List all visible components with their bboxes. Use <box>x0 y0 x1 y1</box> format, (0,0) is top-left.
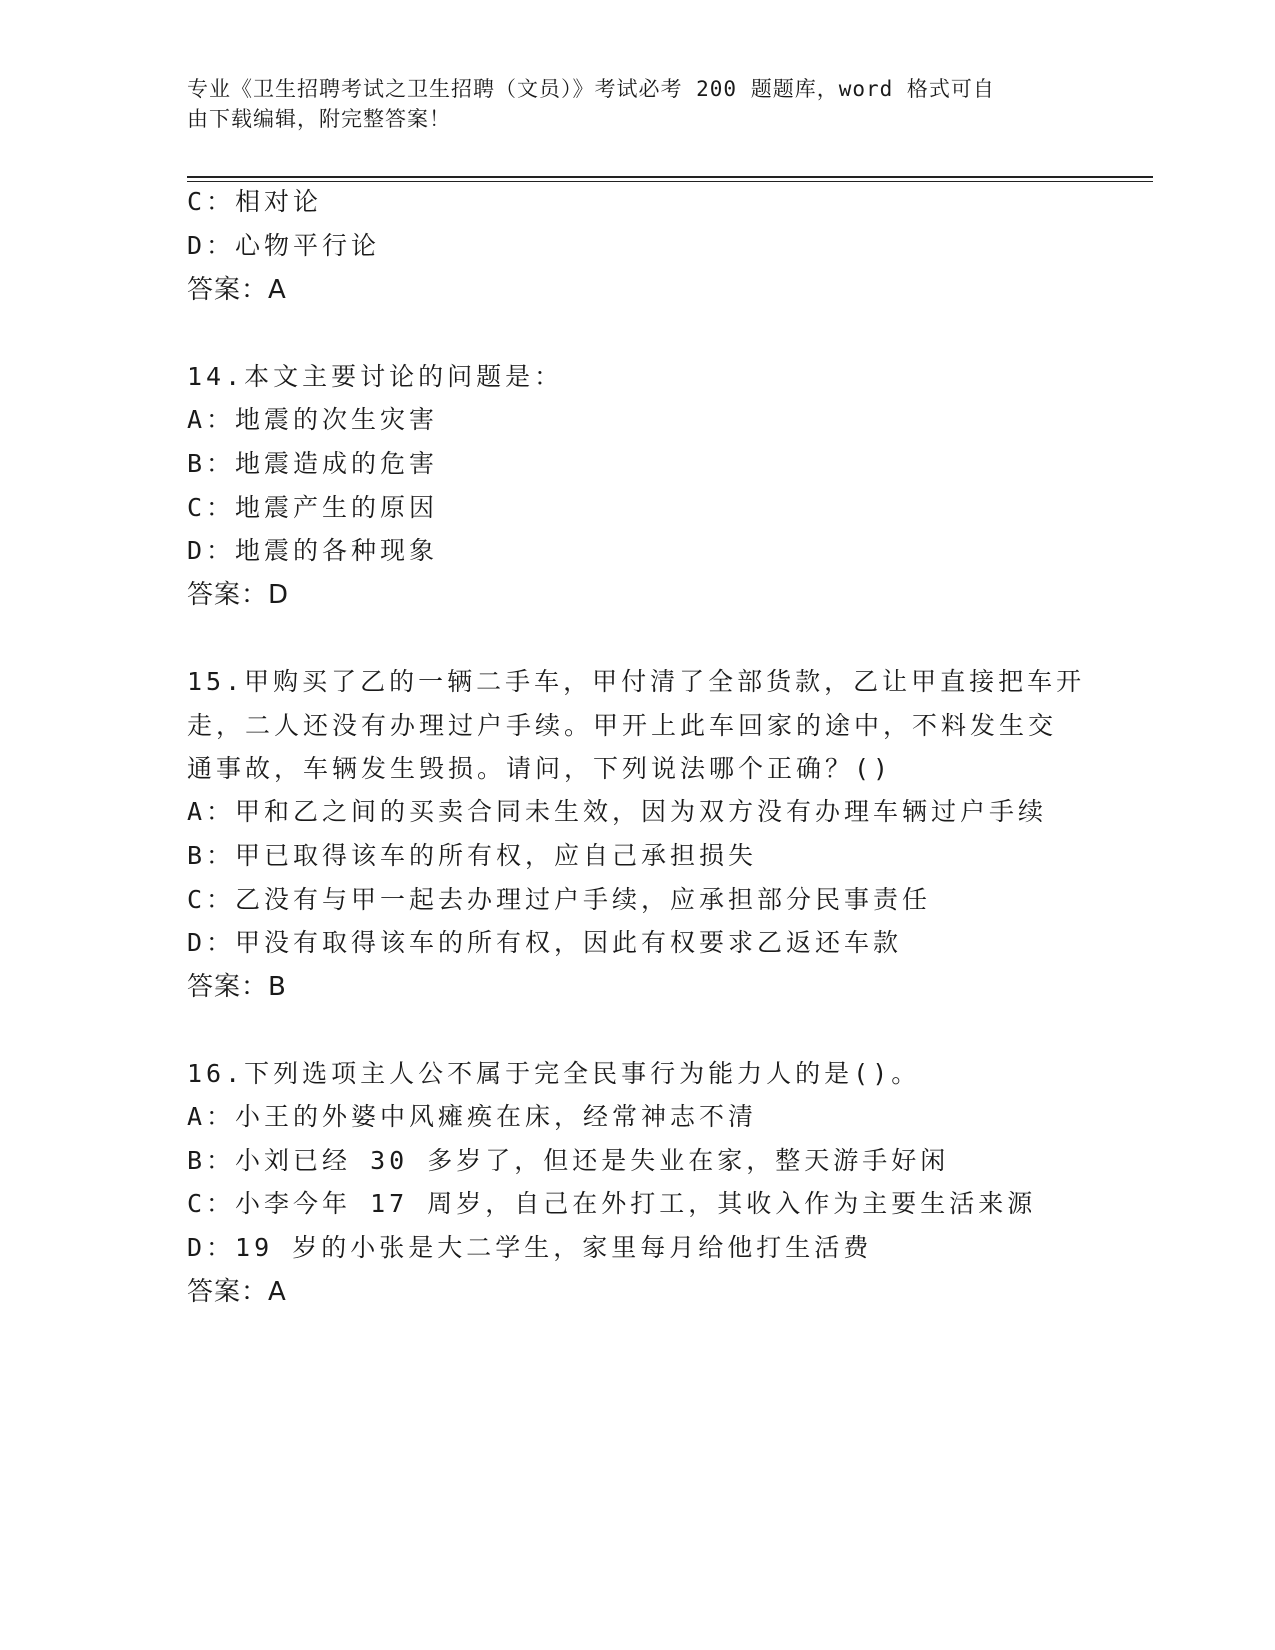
q13-option-d: D：心物平行论 <box>187 231 381 260</box>
q15-option-a: A：甲和乙之间的买卖合同未生效，因为双方没有办理车辆过户手续 <box>187 797 1048 826</box>
q16-option-b: B：小刘已经 30 多岁了，但还是失业在家，整天游手好闲 <box>187 1146 950 1175</box>
q15-answer: 答案：B <box>187 972 287 1002</box>
q13-answer: 答案：A <box>187 275 287 305</box>
q15-option-c: C：乙没有与甲一起去办理过户手续，应承担部分民事责任 <box>187 885 932 914</box>
q14-option-a: A：地震的次生灾害 <box>187 405 439 434</box>
q14-option-d: D：地震的各种现象 <box>187 536 439 565</box>
q15-stem-line-1: 15.甲购买了乙的一辆二手车，甲付清了全部货款，乙让甲直接把车开 <box>187 667 1086 696</box>
q14-option-b: B：地震造成的危害 <box>187 449 439 478</box>
q14-stem: 14.本文主要讨论的问题是： <box>187 362 564 391</box>
q15-option-d: D：甲没有取得该车的所有权，因此有权要求乙返还车款 <box>187 928 903 957</box>
q15-option-b: B：甲已取得该车的所有权，应自己承担损失 <box>187 841 758 870</box>
q14-answer: 答案：D <box>187 580 290 610</box>
q15-stem-line-3: 通事故，车辆发生毁损。请问，下列说法哪个正确？() <box>187 754 893 783</box>
q16-answer: 答案：A <box>187 1277 287 1307</box>
header-divider-thick <box>187 176 1153 178</box>
q16-stem: 16.下列选项主人公不属于完全民事行为能力人的是()。 <box>187 1059 921 1088</box>
q13-option-c: C：相对论 <box>187 187 323 216</box>
q16-option-a: A：小王的外婆中风瘫痪在床，经常神志不清 <box>187 1102 758 1131</box>
header-divider-thin <box>187 181 1153 182</box>
header-line-2: 由下载编辑，附完整答案！ <box>187 107 451 131</box>
document-header <box>187 74 1087 134</box>
q16-option-d: D：19 岁的小张是大二学生，家里每月给他打生活费 <box>187 1233 873 1262</box>
q16-option-c: C：小李今年 17 周岁，自己在外打工，其收入作为主要生活来源 <box>187 1189 1037 1218</box>
q15-stem-line-2: 走，二人还没有办理过户手续。甲开上此车回家的途中，不料发生交 <box>187 711 1058 740</box>
q14-option-c: C：地震产生的原因 <box>187 493 439 522</box>
header-line-1: 专业《卫生招聘考试之卫生招聘（文员）》考试必考 200 题题库，word 格式可自 <box>187 77 995 101</box>
